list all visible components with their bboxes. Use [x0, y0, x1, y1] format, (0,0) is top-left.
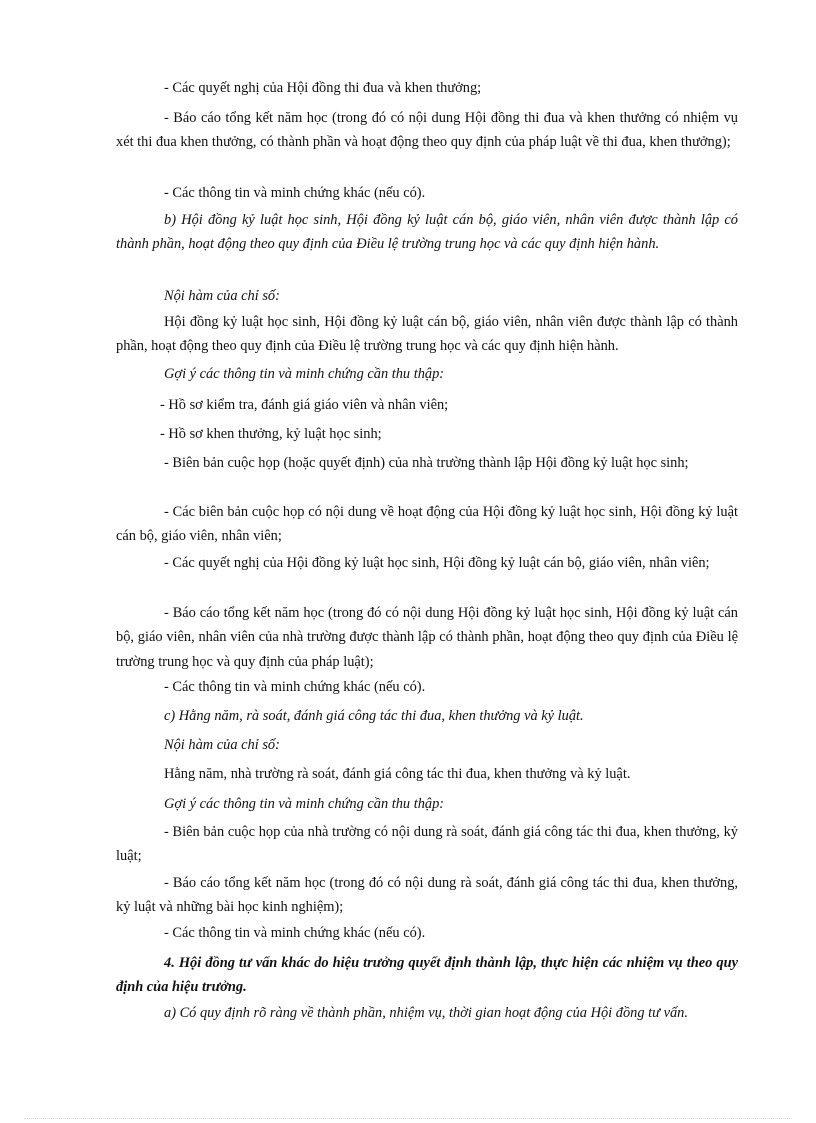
paragraph: - Biên bản cuộc họp của nhà trường có nội dung rà soát, đánh giá công tác thi đua, khen thưởng, kỷ luật;	[116, 824, 738, 865]
paragraph: b) Hội đồng kỷ luật học sinh, Hội đồng kỷ luật cán bộ, giáo viên, nhân viên được thành lập có thành phần, hoạt động theo quy định của Điều lệ trường trung học và các quy định hiện hành.	[116, 212, 738, 253]
paragraph: - Các quyết nghị của Hội đồng kỷ luật học sinh, Hội đồng kỷ luật cán bộ, giáo viên, nhân viên;	[164, 555, 710, 571]
paragraph: - Các thông tin và minh chứng khác (nếu có).	[164, 185, 426, 201]
paragraph: - Các quyết nghị của Hội đồng thi đua và khen thưởng;	[164, 80, 482, 96]
paragraph: Hội đồng kỷ luật học sinh, Hội đồng kỷ luật cán bộ, giáo viên, nhân viên được thành lập có thành phần, hoạt động theo quy định của Điều lệ trường trung học và các quy định hiện hành.	[116, 314, 738, 355]
paragraph: 4. Hội đồng tư vấn khác do hiệu trưởng quyết định thành lập, thực hiện các nhiệm vụ theo quy định của hiệu trưởng.	[116, 955, 738, 996]
paragraph: Gợi ý các thông tin và minh chứng cần thu thập:	[164, 796, 445, 812]
paragraph: - Báo cáo tổng kết năm học (trong đó có nội dung Hội đồng kỷ luật học sinh, Hội đồng kỷ luật cán bộ, giáo viên, nhân viên của nhà trường được thành lập có thành phần, hoạt động theo quy định của Điều lệ trường trung học và quy định của pháp luật);	[116, 605, 738, 670]
paragraph: - Các biên bản cuộc họp có nội dung về hoạt động của Hội đồng kỷ luật học sinh, Hội đồng kỷ luật cán bộ, giáo viên, nhân viên;	[116, 504, 738, 545]
paragraph: a) Có quy định rõ ràng về thành phần, nhiệm vụ, thời gian hoạt động của Hội đồng tư vấn.	[164, 1005, 688, 1021]
paragraph: - Các thông tin và minh chứng khác (nếu có).	[164, 679, 426, 695]
paragraph: - Hồ sơ kiểm tra, đánh giá giáo viên và nhân viên;	[160, 397, 449, 413]
paragraph: - Báo cáo tổng kết năm học (trong đó có nội dung rà soát, đánh giá công tác thi đua, khen thưởng, kỷ luật và những bài học kinh nghiệm);	[116, 875, 738, 916]
paragraph: - Biên bản cuộc họp (hoặc quyết định) của nhà trường thành lập Hội đồng kỷ luật học sinh;	[164, 455, 689, 471]
paragraph: - Các thông tin và minh chứng khác (nếu có).	[164, 925, 426, 941]
paragraph: Nội hàm của chỉ số:	[164, 737, 280, 753]
paragraph: Nội hàm của chỉ số:	[164, 288, 280, 304]
paragraph: Gợi ý các thông tin và minh chứng cần thu thập:	[164, 366, 445, 382]
paragraph: - Hồ sơ khen thưởng, kỷ luật học sinh;	[160, 426, 382, 442]
page-bottom-divider	[24, 1118, 792, 1119]
paragraph: - Báo cáo tổng kết năm học (trong đó có nội dung Hội đồng thi đua và khen thưởng có nhiệm vụ xét thi đua khen thưởng, có thành phần và hoạt động theo quy định của pháp luật về thi đua, khen thưởng);	[116, 110, 738, 151]
paragraph: Hằng năm, nhà trường rà soát, đánh giá công tác thi đua, khen thưởng và kỷ luật.	[164, 766, 631, 782]
paragraph: c) Hằng năm, rà soát, đánh giá công tác thi đua, khen thưởng và kỷ luật.	[164, 708, 584, 724]
